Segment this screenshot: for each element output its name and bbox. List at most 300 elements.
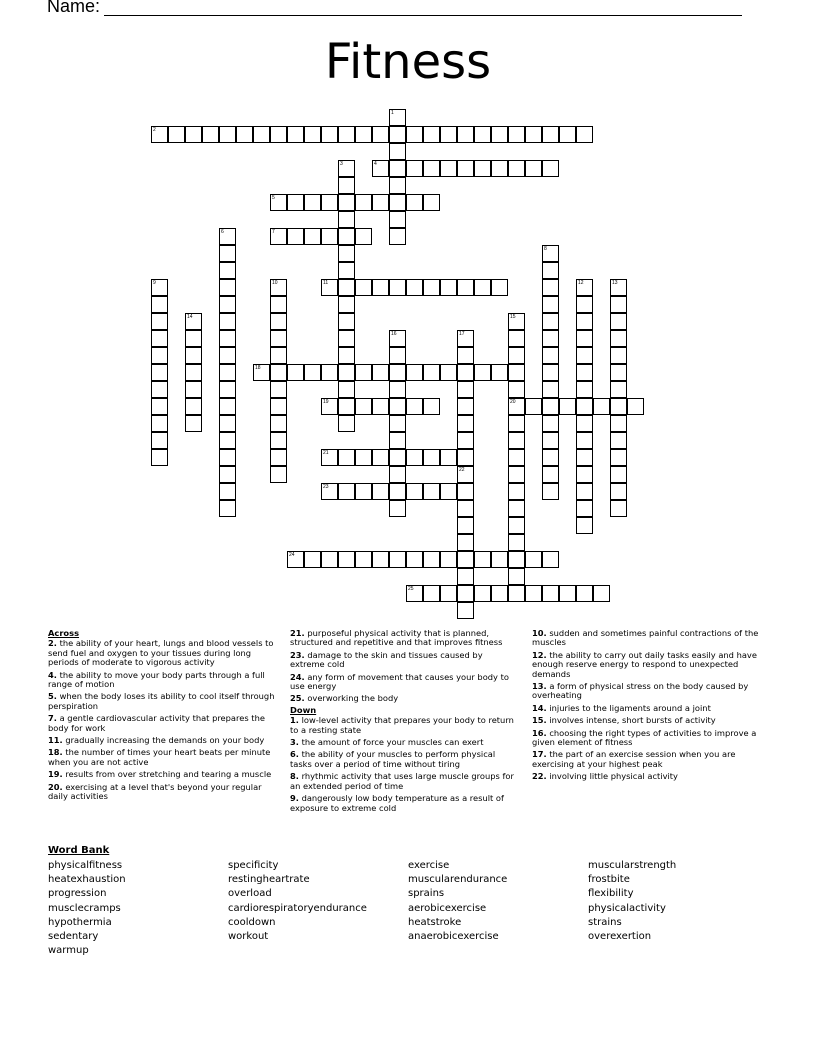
crossword-cell[interactable] xyxy=(525,126,542,143)
crossword-cell[interactable] xyxy=(372,483,389,500)
crossword-cell[interactable] xyxy=(355,449,372,466)
crossword-cell[interactable] xyxy=(372,279,389,296)
crossword-cell[interactable] xyxy=(576,364,593,381)
crossword-cell[interactable] xyxy=(491,364,508,381)
crossword-cell[interactable] xyxy=(474,160,491,177)
crossword-cell[interactable] xyxy=(440,483,457,500)
crossword-cell[interactable] xyxy=(338,347,355,364)
clue-number: 13. xyxy=(532,681,547,692)
crossword-cell[interactable] xyxy=(423,585,440,602)
crossword-cell[interactable] xyxy=(151,330,168,347)
crossword-cell[interactable] xyxy=(151,432,168,449)
crossword-cell[interactable] xyxy=(338,415,355,432)
crossword-cell[interactable] xyxy=(576,126,593,143)
crossword-cell[interactable] xyxy=(185,381,202,398)
crossword-cell[interactable] xyxy=(457,449,474,466)
crossword-cell[interactable] xyxy=(389,126,406,143)
crossword-cell[interactable] xyxy=(610,313,627,330)
crossword-cell[interactable] xyxy=(508,483,525,500)
crossword-cell[interactable] xyxy=(270,398,287,415)
crossword-cell[interactable] xyxy=(389,398,406,415)
crossword-cell[interactable] xyxy=(610,449,627,466)
crossword-cell[interactable] xyxy=(219,279,236,296)
crossword-cell[interactable] xyxy=(576,466,593,483)
crossword-cell[interactable] xyxy=(576,517,593,534)
crossword-cell[interactable] xyxy=(406,398,423,415)
crossword-cell[interactable] xyxy=(219,347,236,364)
crossword-cell[interactable] xyxy=(457,398,474,415)
crossword-cell[interactable] xyxy=(202,126,219,143)
crossword-cell[interactable] xyxy=(440,364,457,381)
crossword-cell[interactable] xyxy=(355,551,372,568)
crossword-cell[interactable] xyxy=(508,381,525,398)
clue-text: involves intense, short bursts of activity xyxy=(546,715,716,726)
crossword-cell[interactable] xyxy=(457,517,474,534)
crossword-cell[interactable] xyxy=(321,194,338,211)
crossword-cell[interactable] xyxy=(508,160,525,177)
word-bank-item: heatstroke xyxy=(408,916,462,928)
crossword-cell[interactable] xyxy=(372,194,389,211)
crossword-cell[interactable] xyxy=(440,551,457,568)
crossword-cell[interactable] xyxy=(542,347,559,364)
clue-number: 21. xyxy=(290,628,305,638)
word-bank-item: anaerobicexercise xyxy=(408,931,499,943)
crossword-cell[interactable] xyxy=(610,398,627,415)
crossword-cell[interactable] xyxy=(406,483,423,500)
crossword-cell[interactable] xyxy=(219,381,236,398)
clue-text: a gentle cardiovascular activity that prepares the body for work xyxy=(48,713,265,733)
clue-number: 6. xyxy=(290,749,299,760)
crossword-cell[interactable] xyxy=(185,347,202,364)
crossword-cell[interactable] xyxy=(457,415,474,432)
crossword-cell[interactable] xyxy=(610,381,627,398)
crossword-cell[interactable] xyxy=(338,228,355,245)
crossword-cell[interactable] xyxy=(542,381,559,398)
crossword-cell[interactable] xyxy=(389,381,406,398)
crossword-cell[interactable] xyxy=(338,177,355,194)
crossword-cell[interactable] xyxy=(508,126,525,143)
crossword-cell[interactable] xyxy=(610,483,627,500)
crossword-cell[interactable] xyxy=(338,194,355,211)
crossword-cell[interactable] xyxy=(542,262,559,279)
crossword-cell[interactable] xyxy=(338,449,355,466)
crossword-cell[interactable] xyxy=(389,483,406,500)
crossword-cell[interactable] xyxy=(406,160,423,177)
clue-number-label: 15 xyxy=(510,314,516,320)
crossword-cell[interactable] xyxy=(508,364,525,381)
crossword-cell[interactable] xyxy=(508,551,525,568)
crossword-cell[interactable] xyxy=(304,228,321,245)
crossword-cell[interactable] xyxy=(457,500,474,517)
crossword-cell[interactable] xyxy=(338,245,355,262)
crossword-cell[interactable] xyxy=(491,279,508,296)
crossword-cell[interactable] xyxy=(457,585,474,602)
crossword-cell[interactable] xyxy=(542,126,559,143)
crossword-cell[interactable] xyxy=(219,262,236,279)
crossword-cell[interactable] xyxy=(542,585,559,602)
crossword-cell[interactable] xyxy=(151,364,168,381)
crossword-cell[interactable] xyxy=(355,126,372,143)
crossword-cell[interactable] xyxy=(270,432,287,449)
crossword-cell[interactable] xyxy=(304,194,321,211)
crossword-cell[interactable] xyxy=(389,143,406,160)
crossword-cell[interactable] xyxy=(219,398,236,415)
crossword-cell[interactable] xyxy=(610,296,627,313)
crossword-cell[interactable] xyxy=(457,432,474,449)
crossword-cell[interactable] xyxy=(627,398,644,415)
crossword-cell[interactable] xyxy=(423,449,440,466)
crossword-cell[interactable] xyxy=(508,517,525,534)
crossword-cell[interactable] xyxy=(389,449,406,466)
clue-item xyxy=(290,716,518,735)
crossword-cell[interactable] xyxy=(474,551,491,568)
crossword-cell[interactable] xyxy=(321,364,338,381)
crossword-cell[interactable] xyxy=(542,313,559,330)
crossword-cell[interactable] xyxy=(559,126,576,143)
crossword-cell[interactable] xyxy=(304,126,321,143)
crossword-cell[interactable] xyxy=(338,364,355,381)
crossword-cell[interactable] xyxy=(406,126,423,143)
crossword-cell[interactable] xyxy=(542,483,559,500)
crossword-cell[interactable] xyxy=(542,551,559,568)
clue-number: 16. xyxy=(532,727,547,738)
crossword-cell[interactable] xyxy=(389,194,406,211)
crossword-cell[interactable] xyxy=(525,160,542,177)
clue-text: the amount of force your muscles can exert xyxy=(298,737,484,748)
crossword-cell[interactable] xyxy=(338,126,355,143)
crossword-cell[interactable] xyxy=(389,347,406,364)
clue-number: 11. xyxy=(48,735,63,746)
crossword-cell[interactable] xyxy=(321,126,338,143)
crossword-cell[interactable] xyxy=(253,126,270,143)
crossword-cell[interactable] xyxy=(270,347,287,364)
clue-item xyxy=(532,750,764,769)
crossword-cell[interactable] xyxy=(542,330,559,347)
crossword-cell[interactable] xyxy=(389,432,406,449)
crossword-cell[interactable] xyxy=(185,415,202,432)
crossword-cell[interactable] xyxy=(423,160,440,177)
crossword-cell[interactable] xyxy=(151,347,168,364)
word-bank-column xyxy=(588,859,676,944)
crossword-cell[interactable] xyxy=(389,211,406,228)
clue-number-label: 11 xyxy=(323,280,329,286)
clue-item xyxy=(48,692,276,711)
crossword-cell[interactable] xyxy=(610,347,627,364)
crossword-cell[interactable] xyxy=(304,364,321,381)
crossword-cell[interactable] xyxy=(423,126,440,143)
clue-number-label: 4 xyxy=(374,161,377,167)
crossword-cell[interactable] xyxy=(542,279,559,296)
crossword-cell[interactable] xyxy=(423,483,440,500)
crossword-cell[interactable] xyxy=(389,279,406,296)
crossword-cell[interactable] xyxy=(372,364,389,381)
crossword-cell[interactable] xyxy=(508,330,525,347)
crossword-cell[interactable] xyxy=(576,398,593,415)
crossword-cell[interactable] xyxy=(457,381,474,398)
crossword-cell[interactable] xyxy=(270,313,287,330)
crossword-cell[interactable] xyxy=(355,364,372,381)
word-bank-item: workout xyxy=(228,931,269,943)
crossword-cell[interactable] xyxy=(185,126,202,143)
crossword-cell[interactable] xyxy=(576,449,593,466)
word-bank-column xyxy=(408,859,507,944)
crossword-cell[interactable] xyxy=(440,126,457,143)
crossword-cell[interactable] xyxy=(576,483,593,500)
clue-item xyxy=(48,714,276,733)
crossword-cell[interactable] xyxy=(389,160,406,177)
clue-item xyxy=(532,704,764,713)
clue-number-label: 22 xyxy=(459,467,465,473)
clue-item xyxy=(290,673,518,692)
crossword-cell[interactable] xyxy=(406,194,423,211)
crossword-cell[interactable] xyxy=(151,415,168,432)
clue-item xyxy=(532,629,764,648)
crossword-cell[interactable] xyxy=(593,585,610,602)
crossword-cell[interactable] xyxy=(321,228,338,245)
crossword-cell[interactable] xyxy=(610,330,627,347)
crossword-cell[interactable] xyxy=(508,585,525,602)
crossword-cell[interactable] xyxy=(525,398,542,415)
crossword-cell[interactable] xyxy=(508,568,525,585)
crossword-cell[interactable] xyxy=(525,551,542,568)
crossword-cell[interactable] xyxy=(219,296,236,313)
crossword-cell[interactable] xyxy=(287,126,304,143)
clue-number: 17. xyxy=(532,749,547,760)
crossword-cell[interactable] xyxy=(219,415,236,432)
clue-text: the ability of your muscles to perform physical tasks over a period of time without tiring xyxy=(290,749,496,769)
crossword-cell[interactable] xyxy=(457,126,474,143)
crossword-cell[interactable] xyxy=(219,466,236,483)
crossword-cell[interactable] xyxy=(525,585,542,602)
crossword-cell[interactable] xyxy=(338,262,355,279)
crossword-cell[interactable] xyxy=(287,228,304,245)
crossword-cell[interactable] xyxy=(593,398,610,415)
crossword-cell[interactable] xyxy=(440,279,457,296)
crossword-cell[interactable] xyxy=(457,551,474,568)
crossword-cell[interactable] xyxy=(542,296,559,313)
crossword-cell[interactable] xyxy=(406,279,423,296)
crossword-cell[interactable] xyxy=(338,551,355,568)
crossword-cell[interactable] xyxy=(355,483,372,500)
crossword-cell[interactable] xyxy=(406,551,423,568)
crossword-cell[interactable] xyxy=(219,432,236,449)
crossword-cell[interactable] xyxy=(440,160,457,177)
clue-text: involving little physical activity xyxy=(546,771,678,782)
crossword-cell[interactable] xyxy=(440,449,457,466)
crossword-cell[interactable] xyxy=(542,398,559,415)
crossword-cell[interactable] xyxy=(508,500,525,517)
word-bank-item: sprains xyxy=(408,888,445,900)
crossword-cell[interactable] xyxy=(219,449,236,466)
crossword-cell[interactable] xyxy=(151,296,168,313)
crossword-cell[interactable] xyxy=(321,551,338,568)
crossword-cell[interactable] xyxy=(610,432,627,449)
crossword-cell[interactable] xyxy=(457,568,474,585)
crossword-cell[interactable] xyxy=(389,364,406,381)
crossword-cell[interactable] xyxy=(151,449,168,466)
crossword-cell[interactable] xyxy=(491,551,508,568)
crossword-cell[interactable] xyxy=(406,449,423,466)
crossword-cell[interactable] xyxy=(287,364,304,381)
crossword-cell[interactable] xyxy=(270,449,287,466)
crossword-cell[interactable] xyxy=(542,364,559,381)
crossword-cell[interactable] xyxy=(389,466,406,483)
crossword-cell[interactable] xyxy=(338,296,355,313)
crossword-cell[interactable] xyxy=(423,279,440,296)
crossword-cell[interactable] xyxy=(406,364,423,381)
crossword-cell[interactable] xyxy=(338,381,355,398)
clue-item xyxy=(48,736,276,745)
crossword-cell[interactable] xyxy=(508,466,525,483)
crossword-cell[interactable] xyxy=(355,194,372,211)
crossword-cell[interactable] xyxy=(219,364,236,381)
crossword-cell[interactable] xyxy=(508,347,525,364)
clue-text: overworking the body xyxy=(304,693,399,704)
crossword-cell[interactable] xyxy=(338,279,355,296)
crossword-cell[interactable] xyxy=(219,313,236,330)
crossword-cell[interactable] xyxy=(542,160,559,177)
crossword-cell[interactable] xyxy=(270,364,287,381)
word-bank-item: physicalactivity xyxy=(588,902,666,914)
crossword-cell[interactable] xyxy=(270,330,287,347)
crossword-cell[interactable] xyxy=(372,398,389,415)
crossword-cell[interactable] xyxy=(372,449,389,466)
crossword-cell[interactable] xyxy=(185,398,202,415)
crossword-cell[interactable] xyxy=(576,585,593,602)
crossword-cell[interactable] xyxy=(151,313,168,330)
crossword-cell[interactable] xyxy=(508,449,525,466)
word-bank-item: muscularendurance xyxy=(408,874,508,886)
crossword-cell[interactable] xyxy=(355,228,372,245)
crossword-cell[interactable] xyxy=(457,602,474,619)
crossword-cell[interactable] xyxy=(508,534,525,551)
crossword-cell[interactable] xyxy=(219,483,236,500)
crossword-cell[interactable] xyxy=(457,279,474,296)
crossword-cell[interactable] xyxy=(168,126,185,143)
crossword-cell[interactable] xyxy=(542,466,559,483)
crossword-cell[interactable] xyxy=(610,364,627,381)
crossword-cell[interactable] xyxy=(287,194,304,211)
crossword-cell[interactable] xyxy=(270,415,287,432)
crossword-cell[interactable] xyxy=(338,398,355,415)
crossword-cell[interactable] xyxy=(185,330,202,347)
crossword-cell[interactable] xyxy=(372,551,389,568)
crossword-cell[interactable] xyxy=(236,126,253,143)
crossword-cell[interactable] xyxy=(508,432,525,449)
clues-column-1 xyxy=(48,629,276,805)
crossword-cell[interactable] xyxy=(423,364,440,381)
crossword-cell[interactable] xyxy=(389,415,406,432)
clue-number-label: 20 xyxy=(510,399,516,405)
crossword-cell[interactable] xyxy=(559,398,576,415)
crossword-cell[interactable] xyxy=(440,585,457,602)
crossword-cell[interactable] xyxy=(219,500,236,517)
crossword-cell[interactable] xyxy=(576,381,593,398)
crossword-cell[interactable] xyxy=(542,432,559,449)
crossword-cell[interactable] xyxy=(389,500,406,517)
crossword-cell[interactable] xyxy=(542,449,559,466)
crossword-cell[interactable] xyxy=(219,245,236,262)
crossword-cell[interactable] xyxy=(610,500,627,517)
clue-item xyxy=(532,651,764,679)
crossword-cell[interactable] xyxy=(457,534,474,551)
crossword-cell[interactable] xyxy=(457,483,474,500)
crossword-cell[interactable] xyxy=(610,415,627,432)
crossword-cell[interactable] xyxy=(576,330,593,347)
crossword-cell[interactable] xyxy=(474,364,491,381)
crossword-cell[interactable] xyxy=(491,585,508,602)
crossword-cell[interactable] xyxy=(219,126,236,143)
clue-number-label: 1 xyxy=(391,110,394,116)
word-bank-item: hypothermia xyxy=(48,916,112,928)
crossword-cell[interactable] xyxy=(355,398,372,415)
crossword-cell[interactable] xyxy=(389,228,406,245)
clue-number-label: 17 xyxy=(459,331,465,337)
clue-number: 5. xyxy=(48,691,57,702)
crossword-cell[interactable] xyxy=(270,296,287,313)
crossword-cell[interactable] xyxy=(576,296,593,313)
clue-number-label: 19 xyxy=(323,399,329,405)
crossword-cell[interactable] xyxy=(389,177,406,194)
crossword-cell[interactable] xyxy=(576,347,593,364)
crossword-cell[interactable] xyxy=(457,347,474,364)
word-bank-item: strains xyxy=(588,916,622,928)
clue-number-label: 24 xyxy=(289,552,295,558)
crossword-cell[interactable] xyxy=(576,313,593,330)
crossword-cell[interactable] xyxy=(508,415,525,432)
crossword-cell[interactable] xyxy=(338,483,355,500)
crossword-cell[interactable] xyxy=(355,279,372,296)
crossword-cell[interactable] xyxy=(270,126,287,143)
crossword-cell[interactable] xyxy=(474,126,491,143)
crossword-cell[interactable] xyxy=(491,126,508,143)
crossword-cell[interactable] xyxy=(576,500,593,517)
word-bank-title: Word Bank xyxy=(48,845,110,856)
crossword-cell[interactable] xyxy=(491,160,508,177)
crossword-cell[interactable] xyxy=(576,415,593,432)
crossword-cell[interactable] xyxy=(423,194,440,211)
crossword-cell[interactable] xyxy=(304,551,321,568)
crossword-cell[interactable] xyxy=(338,211,355,228)
crossword-cell[interactable] xyxy=(270,381,287,398)
crossword-cell[interactable] xyxy=(151,381,168,398)
crossword-cell[interactable] xyxy=(457,160,474,177)
crossword-cell[interactable] xyxy=(151,398,168,415)
crossword-cell[interactable] xyxy=(185,364,202,381)
crossword-cell[interactable] xyxy=(542,415,559,432)
clue-number: 4. xyxy=(48,669,57,680)
crossword-cell[interactable] xyxy=(372,126,389,143)
crossword-cell[interactable] xyxy=(338,330,355,347)
crossword-cell[interactable] xyxy=(474,279,491,296)
clue-number-label: 13 xyxy=(612,280,618,286)
crossword-cell[interactable] xyxy=(219,330,236,347)
clue-item xyxy=(532,729,764,748)
crossword-cell[interactable] xyxy=(474,585,491,602)
crossword-cell[interactable] xyxy=(457,364,474,381)
crossword-cell[interactable] xyxy=(338,313,355,330)
crossword-cell[interactable] xyxy=(576,432,593,449)
word-bank-item: aerobicexercise xyxy=(408,902,487,914)
crossword-cell[interactable] xyxy=(559,585,576,602)
clue-item xyxy=(532,772,764,781)
crossword-cell[interactable] xyxy=(423,398,440,415)
crossword-cell[interactable] xyxy=(270,466,287,483)
crossword-cell[interactable] xyxy=(389,551,406,568)
crossword-cell[interactable] xyxy=(423,551,440,568)
page-title: Fitness xyxy=(324,34,492,90)
crossword-cell[interactable] xyxy=(610,466,627,483)
